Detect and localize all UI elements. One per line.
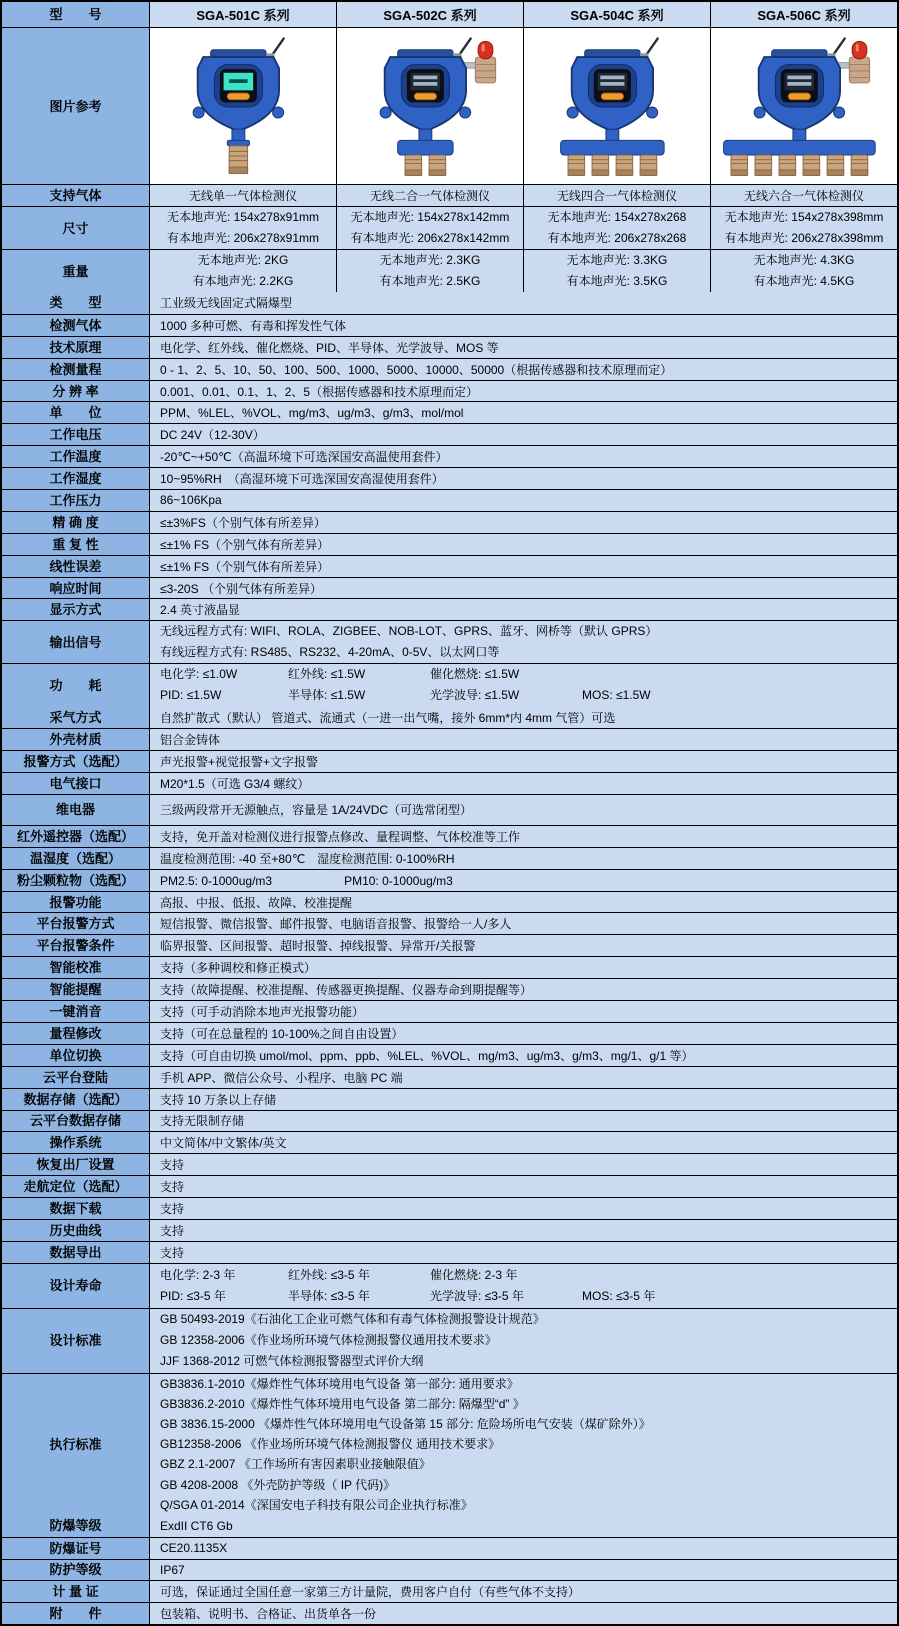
weight-line: 有本地声光: 2.2KG [192, 274, 294, 288]
row-value: ≤±3%FS（个别气体有所差异） [150, 512, 897, 533]
weight-line: 有本地声光: 4.5KG [753, 274, 855, 288]
power-line [160, 664, 887, 685]
spec-row [2, 445, 897, 467]
weight-line: 有本地声光: 2.5KG [379, 274, 481, 288]
life-item: MOS: ≤3-5 年 [582, 1288, 656, 1303]
life-item: 光学波导: ≤3-5 年 [430, 1288, 524, 1303]
spec-row [2, 467, 897, 489]
spec-row [2, 1602, 897, 1624]
image-cell [524, 28, 711, 184]
size-row [2, 206, 897, 249]
spec-row [2, 489, 897, 511]
weight-cell [150, 250, 337, 292]
row-value: 支持，免开盖对检测仪进行报警点修改、量程调整、气体校准等工作 [150, 826, 897, 847]
model-header-row [2, 2, 897, 27]
row-value: 短信报警、微信报警、邮件报警、电脑语音报警、报警给一人/多人 [150, 913, 897, 934]
life-item: 催化燃烧: 2-3 年 [430, 1267, 518, 1282]
model-name: SGA-502C 系列 [337, 2, 524, 27]
spec-row [2, 1580, 897, 1602]
spec-row [2, 1110, 897, 1132]
gas-detector-illustration [344, 32, 516, 182]
size-line: 无本地声光: 154x278x142mm [350, 210, 510, 224]
output-line: 有线远程方式有: RS485、RS232、4-20mA、0-5V、以太网口等 [160, 645, 500, 660]
row-value: 支持 [150, 1198, 897, 1219]
row-value: 温度检测范围: -40 至+80℃ 湿度检测范围: 0-100%RH [150, 848, 897, 869]
spec-rows-group-c [2, 1515, 897, 1624]
row-label: 响应时间 [2, 578, 150, 599]
power-item: 催化燃烧: ≤1.5W [430, 667, 520, 682]
power-item: MOS: ≤1.5W [582, 688, 651, 703]
row-value: 2.4 英寸液晶显 [150, 599, 897, 620]
spec-row [2, 314, 897, 336]
row-value: ≤±1% FS（个别气体有所差异） [150, 534, 897, 555]
weight-line: 无本地声光: 2.3KG [379, 253, 481, 267]
life-item: PID: ≤3-5 年 [160, 1288, 226, 1303]
output-line: 无线远程方式有: WIFI、ROLA、ZIGBEE、NOB-LOT、GPRS、蓝牙、网桥等（默认 GPRS） [160, 624, 658, 639]
image-cell [337, 28, 524, 184]
standard-line: GB 4208-2008 《外壳防护等级（ IP 代码)》 [160, 1477, 396, 1492]
standard-line: GB12358-2006 《作业场所环境气体检测报警仪 通用技术要求》 [160, 1437, 501, 1452]
row-value: 支持（故障提醒、校准提醒、传感器更换提醒、仪器寿命到期提醒等） [150, 979, 897, 1000]
gas-detector-image [157, 32, 329, 182]
gas-detector-illustration [531, 32, 703, 182]
row-value: 三级两段常开无源触点，容量是 1A/24VDC（可选常闭型） [150, 795, 897, 825]
row-value: 支持（可手动消除本地声光报警功能） [150, 1001, 897, 1022]
spec-row [2, 292, 897, 314]
row-label: 计 量 证 [2, 1581, 150, 1602]
size-line: 有本地声光: 206x278x91mm [166, 231, 320, 245]
spec-row [2, 706, 897, 728]
row-label: 走航定位（选配） [2, 1176, 150, 1197]
row-label: 数据存储（选配） [2, 1089, 150, 1110]
row-label: 量程修改 [2, 1023, 150, 1044]
model-name: SGA-501C 系列 [150, 2, 337, 27]
row-label: 红外遥控器（选配） [2, 826, 150, 847]
power-item: 电化学: ≤1.0W [160, 667, 238, 682]
image-reference-row [2, 27, 897, 184]
row-value: 支持 10 万条以上存储 [150, 1089, 897, 1110]
spec-row [2, 956, 897, 978]
supported-gas-cell: 无线六合一气体检测仪 [711, 185, 897, 206]
spec-row [2, 772, 897, 794]
row-value: 支持无限制存储 [150, 1111, 897, 1132]
row-value: PM2.5: 0-1000ug/m3 PM10: 0-1000ug/m3 [150, 870, 897, 891]
row-label: 支持气体 [2, 185, 150, 206]
row-value: 高报、中报、低报、故障、校准提醒 [150, 892, 897, 913]
weight-cell [337, 250, 524, 292]
gas-detector-image [344, 32, 516, 182]
row-label: 恢复出厂设置 [2, 1154, 150, 1175]
row-label: 单位切换 [2, 1045, 150, 1066]
row-value: -20℃~+50℃（高温环境下可选深国安高温使用套件） [150, 446, 897, 467]
row-value: 86~106Kpa [150, 490, 897, 511]
output-signal-row [2, 620, 897, 663]
row-label: 数据导出 [2, 1242, 150, 1263]
weight-line: 无本地声光: 3.3KG [566, 253, 668, 267]
power-item: 半导体: ≤1.5W [288, 688, 366, 703]
weight-line: 有本地声光: 3.5KG [566, 274, 668, 288]
spec-row [2, 1537, 897, 1559]
supported-gas-row [2, 184, 897, 206]
row-label: 智能校准 [2, 957, 150, 978]
row-label: 平台报警方式 [2, 913, 150, 934]
model-columns [150, 2, 897, 27]
row-label: 技术原理 [2, 337, 150, 358]
spec-row [2, 1197, 897, 1219]
row-label: 重量 [2, 250, 150, 292]
row-label: 检测量程 [2, 359, 150, 380]
row-value: 手机 APP、微信公众号、小程序、电脑 PC 端 [150, 1067, 897, 1088]
life-item [582, 1265, 887, 1286]
row-value: 铝合金铸体 [150, 729, 897, 750]
row-label: 云平台数据存储 [2, 1111, 150, 1132]
weight-line: 无本地声光: 2KG [197, 253, 289, 267]
row-value: 1000 多种可燃、有毒和挥发性气体 [150, 315, 897, 336]
row-value: 支持 [150, 1242, 897, 1263]
row-label: 操作系统 [2, 1132, 150, 1153]
size-line: 无本地声光: 154x278x91mm [166, 210, 320, 224]
row-value: 0.001、0.01、0.1、1、2、5（根据传感器和技术原理而定） [150, 381, 897, 402]
row-label: 类 型 [2, 292, 150, 314]
gas-detector-image [718, 32, 890, 182]
spec-row [2, 978, 897, 1000]
spec-row [2, 1131, 897, 1153]
size-line: 有本地声光: 206x278x398mm [724, 231, 884, 245]
row-label: 电气接口 [2, 773, 150, 794]
row-value: 电化学、红外线、催化燃烧、PID、半导体、光学波导、MOS 等 [150, 337, 897, 358]
size-line: 有本地声光: 206x278x142mm [350, 231, 510, 245]
row-value: 支持 [150, 1220, 897, 1241]
spec-row [2, 598, 897, 620]
row-label: 历史曲线 [2, 1220, 150, 1241]
row-label: 工作电压 [2, 424, 150, 445]
row-label: 线性误差 [2, 556, 150, 577]
row-label: 报警方式（选配） [2, 751, 150, 772]
row-label: 工作压力 [2, 490, 150, 511]
standard-line: Q/SGA 01-2014《深国安电子科技有限公司企业执行标准》 [160, 1497, 473, 1512]
standard-line: GB 3836.15-2000 《爆炸性气体环境用电气设备第 15 部分: 危险场所电气安装（煤矿除外）》 [160, 1416, 651, 1431]
row-label: 防爆等级 [2, 1515, 150, 1537]
row-value: 支持（可在总量程的 10-100%之间自由设置） [150, 1023, 897, 1044]
row-label: 平台报警条件 [2, 935, 150, 956]
size-line: 有本地声光: 206x278x268 [547, 231, 687, 245]
spec-row [2, 336, 897, 358]
spec-row [2, 1000, 897, 1022]
model-name: SGA-504C 系列 [524, 2, 711, 27]
row-label: 设计标准 [2, 1309, 150, 1373]
life-line [160, 1286, 887, 1307]
row-value: ExdII CT6 Gb [150, 1515, 897, 1537]
row-value: 支持 [150, 1176, 897, 1197]
spec-row [2, 1515, 897, 1537]
power-consumption-row [2, 663, 897, 706]
size-line: 无本地声光: 154x278x398mm [724, 210, 884, 224]
standard-line: GB 50493-2019《石油化工企业可燃气体和有毒气体检测报警设计规范》 [160, 1312, 545, 1327]
row-value: 包装箱、说明书、合格证、出货单各一份 [150, 1603, 897, 1624]
row-value: ≤3-20S （个别气体有所差异） [150, 578, 897, 599]
spec-row [2, 380, 897, 402]
row-label: 数据下载 [2, 1198, 150, 1219]
row-label: 报警功能 [2, 892, 150, 913]
row-label: 图片参考 [2, 28, 150, 184]
row-value: 声光报警+视觉报警+文字报警 [150, 751, 897, 772]
row-value: 中文简体/中文繁体/英文 [150, 1132, 897, 1153]
spec-row [2, 869, 897, 891]
spec-row [2, 1559, 897, 1581]
row-label: 输出信号 [2, 621, 150, 663]
power-item: PID: ≤1.5W [160, 688, 222, 703]
size-cell [711, 207, 897, 249]
standard-line: GB 12358-2006《作业场所环境气体检测报警仪通用技术要求》 [160, 1333, 497, 1348]
standard-line: GB3836.2-2010《爆炸性气体环境用电气设备 第二部分: 隔爆型“d” 》 [160, 1396, 525, 1411]
image-cell [150, 28, 337, 184]
spec-row [2, 794, 897, 825]
row-label: 精 确 度 [2, 512, 150, 533]
weight-line: 无本地声光: 4.3KG [753, 253, 855, 267]
row-value: PPM、%LEL、%VOL、mg/m3、ug/m3、g/m3、mol/mol [150, 402, 897, 423]
row-label: 温湿度（选配） [2, 848, 150, 869]
row-label: 附 件 [2, 1603, 150, 1624]
supported-gas-cell: 无线二合一气体检测仪 [337, 185, 524, 206]
size-cell [150, 207, 337, 249]
row-label: 显示方式 [2, 599, 150, 620]
spec-row [2, 1219, 897, 1241]
spec-row [2, 1175, 897, 1197]
spec-row [2, 423, 897, 445]
supported-gas-cell: 无线四合一气体检测仪 [524, 185, 711, 206]
spec-row [2, 511, 897, 533]
image-cell [711, 28, 897, 184]
design-standard-row [2, 1308, 897, 1373]
row-label: 智能提醒 [2, 979, 150, 1000]
spec-row [2, 555, 897, 577]
life-item: 红外线: ≤3-5 年 [288, 1267, 370, 1282]
spec-row [2, 750, 897, 772]
spec-row [2, 1153, 897, 1175]
execution-standard-row [2, 1373, 897, 1515]
weight-row [2, 249, 897, 292]
gas-detector-illustration [157, 32, 329, 182]
spec-row [2, 358, 897, 380]
row-value: IP67 [150, 1560, 897, 1581]
row-label: 型 号 [2, 2, 150, 27]
spec-row [2, 847, 897, 869]
row-value: 支持 [150, 1154, 897, 1175]
row-value: ≤±1% FS（个别气体有所差异） [150, 556, 897, 577]
power-line [160, 685, 887, 706]
row-value: 0 - 1、2、5、10、50、100、500、1000、5000、10000、50000（根据传感器和技术原理而定） [150, 359, 897, 380]
row-label: 外壳材质 [2, 729, 150, 750]
standard-line: JJF 1368-2012 可燃气体检测报警器型式评价大纲 [160, 1354, 424, 1369]
spec-row [2, 401, 897, 423]
row-label: 防护等级 [2, 1560, 150, 1581]
spec-row [2, 1241, 897, 1263]
spec-rows-group-a [2, 292, 897, 620]
weight-cell [524, 250, 711, 292]
row-value: M20*1.5（可选 G3/4 螺纹） [150, 773, 897, 794]
row-label: 工作温度 [2, 446, 150, 467]
row-label: 尺寸 [2, 207, 150, 249]
size-cell [337, 207, 524, 249]
row-label: 功 耗 [2, 664, 150, 706]
spec-row [2, 891, 897, 913]
row-label: 一键消音 [2, 1001, 150, 1022]
row-value: 支持（可自由切换 umol/mol、ppm、ppb、%LEL、%VOL、mg/m3、ug/m3、g/m3、mg/1、g/1 等） [150, 1045, 897, 1066]
power-item: 光学波导: ≤1.5W [430, 688, 520, 703]
row-value: 10~95%RH （高湿环境下可选深国安高湿使用套件） [150, 468, 897, 489]
standard-line: GBZ 2.1-2007 《工作场所有害因素职业接触限值》 [160, 1457, 431, 1472]
size-cell [524, 207, 711, 249]
gas-detector-image [531, 32, 703, 182]
supported-gas-cell: 无线单一气体检测仪 [150, 185, 337, 206]
power-item [582, 664, 887, 685]
row-value: 可选，保证通过全国任意一家第三方计量院，费用客户自付（有些气体不支持） [150, 1581, 897, 1602]
standard-line: GB3836.1-2010《爆炸性气体环境用电气设备 第一部分: 通用要求》 [160, 1376, 519, 1391]
spec-row [2, 1022, 897, 1044]
row-value: 临界报警、区间报警、超时报警、掉线报警、异常开/关报警 [150, 935, 897, 956]
row-label: 维电器 [2, 795, 150, 825]
spec-row [2, 1066, 897, 1088]
spec-row [2, 1088, 897, 1110]
row-label: 执行标准 [2, 1374, 150, 1515]
row-label: 分 辨 率 [2, 381, 150, 402]
spec-row [2, 934, 897, 956]
spec-row [2, 1044, 897, 1066]
design-life-row [2, 1263, 897, 1308]
weight-cell [711, 250, 897, 292]
spec-row [2, 825, 897, 847]
row-label: 防爆证号 [2, 1538, 150, 1559]
row-value: CE20.1135X [150, 1538, 897, 1559]
row-label: 工作湿度 [2, 468, 150, 489]
gas-detector-illustration [718, 32, 890, 182]
row-label: 单 位 [2, 402, 150, 423]
life-line [160, 1265, 887, 1286]
size-line: 无本地声光: 154x278x268 [547, 210, 687, 224]
spec-row [2, 533, 897, 555]
row-label: 采气方式 [2, 706, 150, 728]
spec-rows-group-b [2, 706, 897, 1262]
row-value: 工业级无线固定式隔爆型 [150, 292, 897, 314]
row-label: 重 复 性 [2, 534, 150, 555]
row-value: 自然扩散式（默认） 管道式、流通式（一进一出气嘴，接外 6mm*内 4mm 气管）可选 [150, 706, 897, 728]
spec-row [2, 577, 897, 599]
life-item: 半导体: ≤3-5 年 [288, 1288, 370, 1303]
model-name: SGA-506C 系列 [711, 2, 897, 27]
power-item: 红外线: ≤1.5W [288, 667, 366, 682]
row-label: 粉尘颗粒物（选配） [2, 870, 150, 891]
row-value: DC 24V（12-30V） [150, 424, 897, 445]
row-value: 支持（多种调校和修正模式） [150, 957, 897, 978]
row-label: 检测气体 [2, 315, 150, 336]
spec-row [2, 728, 897, 750]
row-label: 设计寿命 [2, 1264, 150, 1308]
life-item: 电化学: 2-3 年 [160, 1267, 236, 1282]
spec-row [2, 912, 897, 934]
row-label: 云平台登陆 [2, 1067, 150, 1088]
